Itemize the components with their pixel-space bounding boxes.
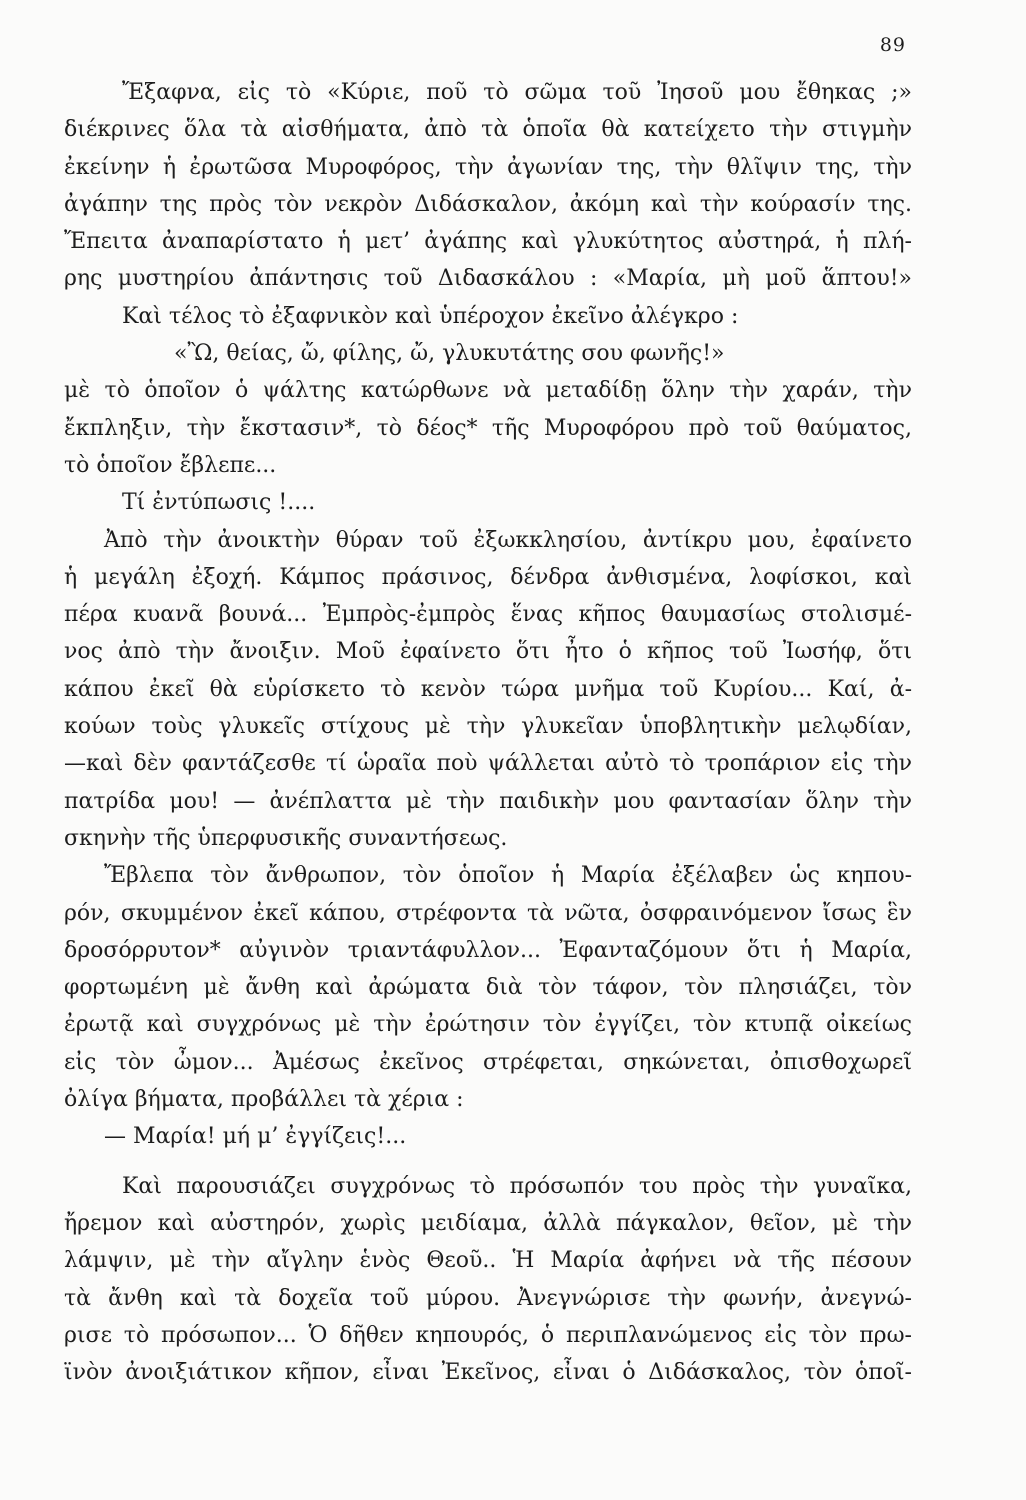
page-number: 89 (879, 34, 906, 56)
text-line: δροσόρρυτον* αὐγινὸν τριαντάφυλλον... Ἐφανταζόμουν ὅτι ἡ Μαρία, (64, 937, 912, 963)
text-line: μὲ τὸ ὁποῖον ὁ ψάλτης κατώρθωνε νὰ μεταδίδῃ ὅλην τὴν χαράν, τὴν (64, 378, 912, 404)
text-line: Ἔξαφνα, εἰς τὸ «Κύριε, ποῦ τὸ σῶμα τοῦ Ἰησοῦ μου ἔθηκας ;» (122, 80, 912, 105)
text-line: σκηνὴν τῆς ὑπερφυσικῆς συναντήσεως. (64, 825, 508, 851)
text-line: ἐρωτᾷ καὶ συγχρόνως μὲ τὴν ἐρώτησιν τὸν ἐγγίζει, τὸν κτυπᾷ οἰκείως (64, 1012, 912, 1038)
text-line: Ἀπὸ τὴν ἀνοικτὴν θύραν τοῦ ἐξωκκλησίου, ἀντίκρυ μου, ἐφαίνετο (104, 527, 912, 553)
text-line: κούων τοὺς γλυκεῖς στίχους μὲ τὴν γλυκεῖαν ὑποβλητικὴν μελῳδίαν, (64, 714, 912, 740)
text-line: Καὶ τέλος τὸ ἐξαφνικὸν καὶ ὑπέροχον ἐκεῖνο ἀλέγκρο : (122, 303, 739, 329)
text-line: τὰ ἄνθη καὶ τὰ δοχεῖα τοῦ μύρου. Ἀνεγνώρισε τὴν φωνήν, ἀνεγνώ- (64, 1285, 912, 1311)
text-line: ὀλίγα βήματα, προβάλλει τὰ χέρια : (64, 1087, 464, 1113)
text-line: ἤρεμον καὶ αὐστηρόν, χωρὶς μειδίαμα, ἀλλὰ πάγκαλον, θεῖον, μὲ τὴν (64, 1210, 912, 1236)
text-line: ἐκείνην ἡ ἐρωτῶσα Μυροφόρος, τὴν ἀγωνίαν της, τὴν θλῖψιν της, τὴν (64, 154, 912, 180)
text-line: —καὶ δὲν φαντάζεσθε τί ὡραῖα ποὺ ψάλλεται αὐτὸ τὸ τροπάριον εἰς τὴν (64, 751, 912, 777)
text-line: Καὶ παρουσιάζει συγχρόνως τὸ πρόσωπόν του πρὸς τὴν γυναῖκα, (122, 1173, 912, 1199)
text-line: — Μαρία! μή μ’ ἐγγίζεις!... (104, 1124, 407, 1150)
text-line: ρισε τὸ πρόσωπον... Ὁ δῆθεν κηπουρός, ὁ περιπλανώμενος εἰς τὸν πρω- (64, 1322, 912, 1348)
body-text (64, 74, 912, 1391)
text-line: κάπου ἐκεῖ θὰ εὑρίσκετο τὸ κενὸν τώρα μνῆμα τοῦ Κυρίου... Καί, ἀ- (64, 676, 912, 702)
text-line: Ἔπειτα ἀναπαρίστατο ἡ μετ’ ἀγάπης καὶ γλυκύτητος αὐστηρά, ἡ πλή- (64, 229, 912, 255)
text-line: Τί ἐντύπωσις !.... (122, 490, 316, 516)
text-line: λάμψιν, μὲ τὴν αἴγλην ἑνὸς Θεοῦ.. Ἡ Μαρία ἀφήνει νὰ τῆς πέσουν (64, 1248, 912, 1274)
text-line: πατρίδα μου! — ἀνέπλαττα μὲ τὴν παιδικὴν μου φαντασίαν ὅλην τὴν (64, 788, 912, 814)
text-line: πέρα κυανᾶ βουνά... Ἐμπρὸς-ἐμπρὸς ἕνας κῆπος θαυμασίως στολισμέ- (64, 602, 912, 628)
text-line: Ἔβλεπα τὸν ἄνθρωπον, τὸν ὁποῖον ἡ Μαρία ἐξέλαβεν ὡς κηπου- (104, 863, 912, 889)
text-line: τὸ ὁποῖον ἔβλεπε... (64, 452, 277, 478)
text-line: ϊνὸν ἀνοιξιάτικον κῆπον, εἶναι Ἐκεῖνος, εἶναι ὁ Διδάσκαλος, τὸν ὁποῖ- (64, 1360, 912, 1386)
text-line: εἰς τὸν ὦμον... Ἀμέσως ἐκεῖνος στρέφεται, σηκώνεται, ὀπισθοχωρεῖ (64, 1049, 912, 1075)
text-line: ρης μυστηρίου ἀπάντησις τοῦ Διδασκάλου : «Μαρία, μὴ μοῦ ἅπτου!» (64, 266, 912, 292)
text-line: φορτωμένη μὲ ἄνθη καὶ ἀρώματα διὰ τὸν τάφον, τὸν πλησιάζει, τὸν (64, 975, 912, 1001)
text-line: ρόν, σκυμμένον ἐκεῖ κάπου, στρέφοντα τὰ νῶτα, ὀσφραινόμενον ἴσως ἓν (64, 900, 912, 926)
text-line: ἀγάπην της πρὸς τὸν νεκρὸν Διδάσκαλον, ἀκόμη καὶ τὴν κούρασίν της. (64, 191, 912, 217)
text-line: ἡ μεγάλη ἐξοχή. Κάμπος πράσινος, δένδρα ἀνθισμένα, λοφίσκοι, καὶ (64, 564, 912, 590)
text-line: διέκρινες ὅλα τὰ αἰσθήματα, ἀπὸ τὰ ὁποῖα θὰ κατείχετο τὴν στιγμὴν (64, 117, 912, 143)
text-line: νος ἀπὸ τὴν ἄνοιξιν. Μοῦ ἐφαίνετο ὅτι ἦτο ὁ κῆπος τοῦ Ἰωσήφ, ὅτι (64, 639, 912, 665)
text-line: «Ὢ, θείας, ὤ, φίλης, ὤ, γλυκυτάτης σου φωνῆς!» (174, 341, 725, 367)
text-line: ἔκπληξιν, τὴν ἔκστασιν*, τὸ δέος* τῆς Μυροφόρου πρὸ τοῦ θαύματος, (64, 415, 912, 441)
